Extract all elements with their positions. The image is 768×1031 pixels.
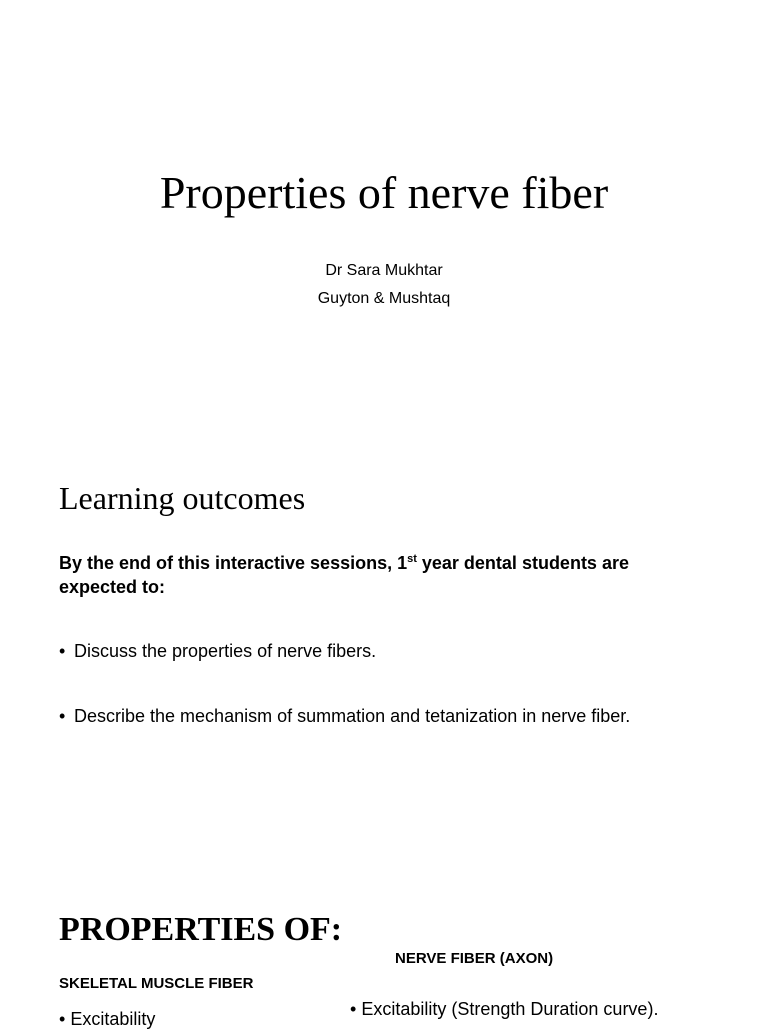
bullet-point-icon: •	[59, 706, 66, 726]
ordinal-superscript: st	[407, 553, 417, 565]
list-item-text: Excitability	[70, 1009, 156, 1029]
intro-paragraph	[59, 551, 699, 599]
slide-heading: Learning outcomes	[59, 480, 306, 516]
learning-outcomes-slide	[0, 432, 768, 864]
list-item	[59, 704, 699, 728]
presentation-title: Properties of nerve fiber	[159, 167, 609, 218]
nerve-fiber-column-heading: NERVE FIBER (AXON)	[395, 950, 554, 967]
properties-slide	[0, 864, 768, 1029]
author-name: Dr Sara Mukhtar	[325, 262, 443, 279]
bullet-point-icon: •	[350, 999, 357, 1019]
outcomes-list	[59, 639, 699, 769]
list-item	[59, 639, 699, 663]
list-item	[59, 1007, 155, 1031]
list-item-text: Describe the mechanism of summation and tetanization in nerve fiber.	[74, 706, 631, 726]
list-item-text: Discuss the properties of nerve fibers.	[74, 641, 377, 661]
slide-heading: PROPERTIES OF:	[59, 911, 343, 948]
skeletal-muscle-column-heading: SKELETAL MUSCLE FIBER	[59, 975, 254, 992]
intro-text-end: year dental students are expected to:	[59, 553, 629, 597]
title-slide	[0, 0, 768, 432]
list-item	[350, 997, 658, 1021]
bullet-point-icon: •	[59, 1009, 66, 1029]
reference-source: Guyton & Mushtaq	[317, 290, 451, 307]
intro-text-start: By the end of this interactive sessions, 1	[59, 553, 408, 573]
bullet-point-icon: •	[59, 641, 66, 661]
list-item-text: Excitability (Strength Duration curve).	[361, 999, 659, 1019]
